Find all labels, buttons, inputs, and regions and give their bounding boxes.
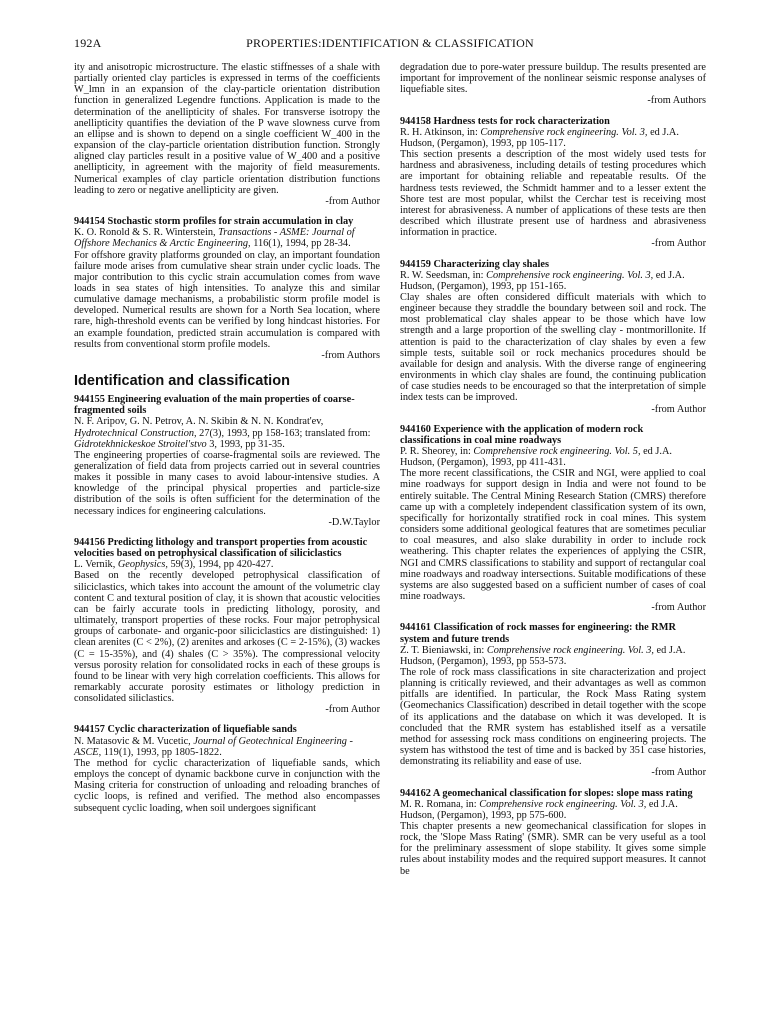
entry-source: -from Author — [651, 602, 706, 614]
entry-source: -from Authors — [321, 349, 380, 361]
entry-source: -from Author — [651, 403, 706, 415]
entry-title: 944162 A geomechanical classification for slopes: slope mass rating — [400, 787, 693, 799]
page-header — [74, 36, 706, 52]
continued-abstract: degradation due to pore-water pressure buildup. The results presented are important for improvement of the nonlinear seismic response analyses of liquefiable sites. — [400, 62, 706, 96]
entry-authors: N. Matasovic & M. Vucetic, — [74, 735, 191, 747]
abstract-entry-944162 — [400, 788, 706, 877]
abstract-entry-944157 — [74, 724, 380, 813]
entry-title: 944155 Engineering evaluation of the main properties of coarse-fragmented soils — [74, 394, 355, 417]
abstract-entry-944155 — [74, 394, 380, 528]
entry-abstract: The more recent classifications, the CSIR and NGI, were applied to coal mine roadways for support design in India and were not found to be entirely suitable. The Central Mining Research Station (CMRS) therefore came up with a completely independent classification system of its own, specifically for horizontally stratified rock in coal mines. This system considers some additional geological features that are sometimes peculiar to coal measures, and also slake durability in order to include rock weathering. This chapter relates the experiences of applying the CSIR, NGI and CMRS classifications to stability and support of rectangular coal mine roadways and roadway intersections. Suitable modifications of these systems are also suggested based on a sufficient number of cases of coal mine roadways. — [400, 468, 706, 603]
entry-abstract: Clay shales are often considered difficult materials with which to engineer because they straddle the boundary between soil and rock. The most problematical clay shales appear to be those which have low strength and a large proportion of the swelling clay - montmorillonite. If attention is paid to the characterization of clay shales by even a few simple tests, suitable soil or rock mechanics procedures should be available for design and analysis. With the diverse range of engineering environments in which clay shales are found, the continuing publication of case studies needs to be encouraged so that the interpretation of simple index tests can be improved. — [400, 291, 706, 404]
entry-journal: Comprehensive rock engineering. Vol. 5, — [473, 446, 641, 457]
entry-journal: Geophysics, — [117, 559, 168, 571]
entry-citation — [400, 446, 706, 468]
abstract-source: -from Authors — [647, 95, 706, 107]
entry-citation — [74, 736, 380, 758]
entry-reference: ed J.A. Hudson, (Pergamon), 1993, pp 575-600. — [400, 798, 678, 821]
entry-title: 944156 Predicting lithology and transport properties from acoustic velocities based on petrophysical classification of siliciclastics — [74, 536, 368, 560]
entry-reference-original: 3, 1993, pp 31-35. — [209, 438, 285, 450]
entry-authors: R. W. Seedsman, in: — [400, 269, 484, 281]
abstract-entry-944161 — [400, 622, 706, 778]
entry-journal: Journal of Geotechnical Engineering - ASCE, — [74, 735, 353, 758]
abstract-entry-944156 — [74, 537, 380, 716]
entry-reference: ed J.A. Hudson, (Pergamon), 1993, pp 151-165. — [400, 269, 685, 292]
entry-title: 944159 Characterizing clay shales — [400, 258, 549, 270]
entry-title: 944160 Experience with the application of modern rock classifications in coal mine roadways — [400, 423, 644, 446]
entry-journal: Comprehensive rock engineering. Vol. 3, — [480, 126, 648, 138]
continued-abstract: ity and anisotropic microstructure. The elastic stiffnesses of a shale with partially oriented clay particles is expressed in terms of the coefficients W_lmn in an expansion of the clay-particle orientation distribution function in generalized Legendre functions. Application is made to the determination of the anellipticity of shales. For transverse isotropy the anellipticity quantifies the deviation of the P wave slowness curve from an ellipse and is shown to depend on a single coefficient W_400 in the expansion of the clay-particle orientation distribution function. Strongly aligned clay particles result in a positive value of W_400 and a positive anellipticity, in agreement with the majority of field measurements. Numerical examples of clay particle orientation distribution functions leading to zero or negative anellipticity are given. — [74, 62, 380, 196]
entry-reference: 59(3), 1994, pp 420-427. — [170, 559, 274, 571]
entry-reference: ed J.A. Hudson, (Pergamon), 1993, pp 553-573. — [400, 644, 686, 667]
entry-journal: Transactions - ASME: Journal of Offshore Mechanics & Arctic Engineering, — [74, 227, 355, 250]
left-column — [74, 62, 380, 822]
entry-citation — [74, 227, 380, 249]
entry-abstract: The method for cyclic characterization of liquefiable sands, which employs the concept of dynamic backbone curve in conjunction with the Masing criteria for construction of unloading and reloading branches of cyclic loops, is refined and verified. The method also encompasses subsequent cyclic loading, when soil undergoes significant — [74, 757, 380, 814]
entry-abstract: This chapter presents a new geomechanical classification for slopes in rock, the 'Slope Mass Rating' (SMR). SMR can be very useful as a tool for the preliminary assessment of slope stability. It gives some simple rules about instability modes and the required support measures. It cannot be — [400, 821, 706, 877]
entry-authors: K. O. Ronold & S. R. Winterstein, — [74, 227, 216, 239]
entry-journal-original: Gidrotekhnickeskoe Stroitel'stvo — [74, 438, 207, 450]
entry-title: 944158 Hardness tests for rock characterization — [400, 115, 610, 127]
entry-source: -from Author — [651, 238, 706, 250]
abstract-entry-944160 — [400, 424, 706, 614]
entry-journal: Hydrotechnical Construction, — [74, 427, 197, 439]
entry-abstract: For offshore gravity platforms grounded on clay, an important foundation failure mode arises from cumulative shear strain under cyclic loads. The major contribution to this cyclic strain accumulation comes from wave loads in sea states of high intensities. To analyze this and similar cumulative damage mechanisms, a probabilistic storm profile model is developed. Numerical results are shown for a North Sea location, where rare, high-threshold events can be verified by long hindcast histories. For an example foundation, predicted strain accumulation is compared with results from conventional storm profile models. — [74, 249, 380, 350]
entry-reference: 27(3), 1993, pp 158-163; translated from: — [199, 427, 371, 439]
entry-reference: ed J.A. Hudson, (Pergamon), 1993, pp 411-431. — [400, 446, 672, 469]
entry-citation — [74, 559, 380, 570]
running-title: PROPERTIES:IDENTIFICATION & CLASSIFICATION — [246, 36, 534, 50]
entry-authors: P. R. Sheorey, in: — [400, 446, 471, 457]
entry-citation — [74, 416, 380, 449]
entry-reference: ed J.A. Hudson, (Pergamon), 1993, pp 105-117. — [400, 126, 679, 149]
abstract-entry-944159 — [400, 259, 706, 415]
entry-source: -from Author — [651, 767, 706, 779]
entry-authors: Z. T. Bieniawski, in: — [400, 644, 485, 656]
entry-citation — [400, 270, 706, 292]
entry-reference: 116(1), 1994, pp 28-34. — [253, 238, 351, 250]
abstract-entry-944158 — [400, 116, 706, 250]
entry-title: 944161 Classification of rock masses for engineering: the RMR system and future trends — [400, 622, 676, 645]
entry-title: 944157 Cyclic characterization of liquefiable sands — [74, 724, 297, 736]
entry-abstract: Based on the recently developed petrophysical classification of siliciclastics, which takes into account the amount of the volumetric clay content C and textural position of clay, it is shown that acoustic velocities can be fairly accurate tools in predicting lithology, porosity, and ultimately, transport properties of these rocks. Four major petrophysical groups of carbonate- and organic-poor siliciclastics are distinguished: 1) clean arenites (C < 2%), (2) arenites and arkoses (C = 2-15%), (3) wackes (C = 15-35%), and (4) shales (C > 35%). The compressional velocity versus porosity relation for consolidated rocks in each of these groups is found to be linear with very high correlation coefficients. This allows for remarkably accurate porosity estimates or lithology prediction in consolidated siliclastics. — [74, 570, 380, 705]
entry-source: -D.W.Taylor — [328, 516, 380, 528]
entry-authors: M. R. Romana, in: — [400, 798, 477, 810]
abstract-entry-944154 — [74, 216, 380, 361]
page-number: 192A — [74, 36, 102, 50]
entry-source: -from Author — [325, 704, 380, 716]
entry-journal: Comprehensive rock engineering. Vol. 3, — [479, 798, 647, 810]
entry-citation — [400, 127, 706, 149]
entry-citation — [400, 799, 706, 821]
entry-journal: Comprehensive rock engineering. Vol. 3, — [486, 269, 654, 281]
entry-authors: L. Vernik, — [74, 559, 116, 571]
entry-abstract: The role of rock mass classifications in site characterization and project planning is critically reviewed, and their advantages as well as common pitfalls are identified. In particular, the Rock Mass Rating system (Geomechanics Classification) described in detail together with the scope of its applications and the database on which it was developed. It is concluded that the RMR system has established itself as a versatile method for assessing rock mass conditions on engineering projects. The system has withstood the test of time and is backed by 351 case histories, demonstrating its reliability and ease of use. — [400, 666, 706, 768]
abstract-source: -from Author — [325, 195, 380, 207]
entry-reference: 119(1), 1993, pp 1805-1822. — [103, 746, 222, 758]
entry-abstract: This section presents a description of the most widely used tests for hardness and abrasiveness, including details of testing procedures which are important for obtaining reliable and repeatable results. Of the hardness tests reviewed, the Schmidt hammer and to a lesser extent the Shore test are most popular, whilst the Cerchar test is receiving most interest for abrasiveness. A number of applications of these tests are then described which illustrate present use of hardness and abrasiveness information in practice. — [400, 149, 706, 239]
entry-authors: R. H. Atkinson, in: — [400, 126, 478, 138]
entry-abstract: The engineering properties of coarse-fragmental soils are reviewed. The generalization of field data from projects carried out in several countries makes it possible in many cases to avoid labour-intensive studies. A knowledge of the principal physical properties and particle-size distribution of the soils is often sufficient for the determination of the necessary indices for engineering calculations. — [74, 449, 380, 517]
entry-citation — [400, 645, 706, 667]
section-heading: Identification and classification — [74, 373, 290, 390]
right-column — [400, 62, 706, 885]
entry-journal: Comprehensive rock engineering. Vol. 3, — [486, 644, 654, 656]
entry-title: 944154 Stochastic storm profiles for strain accumulation in clay — [74, 216, 354, 228]
entry-authors: N. F. Aripov, G. N. Petrov, A. N. Skibin & N. N. Kondrat'ev, — [74, 416, 324, 428]
